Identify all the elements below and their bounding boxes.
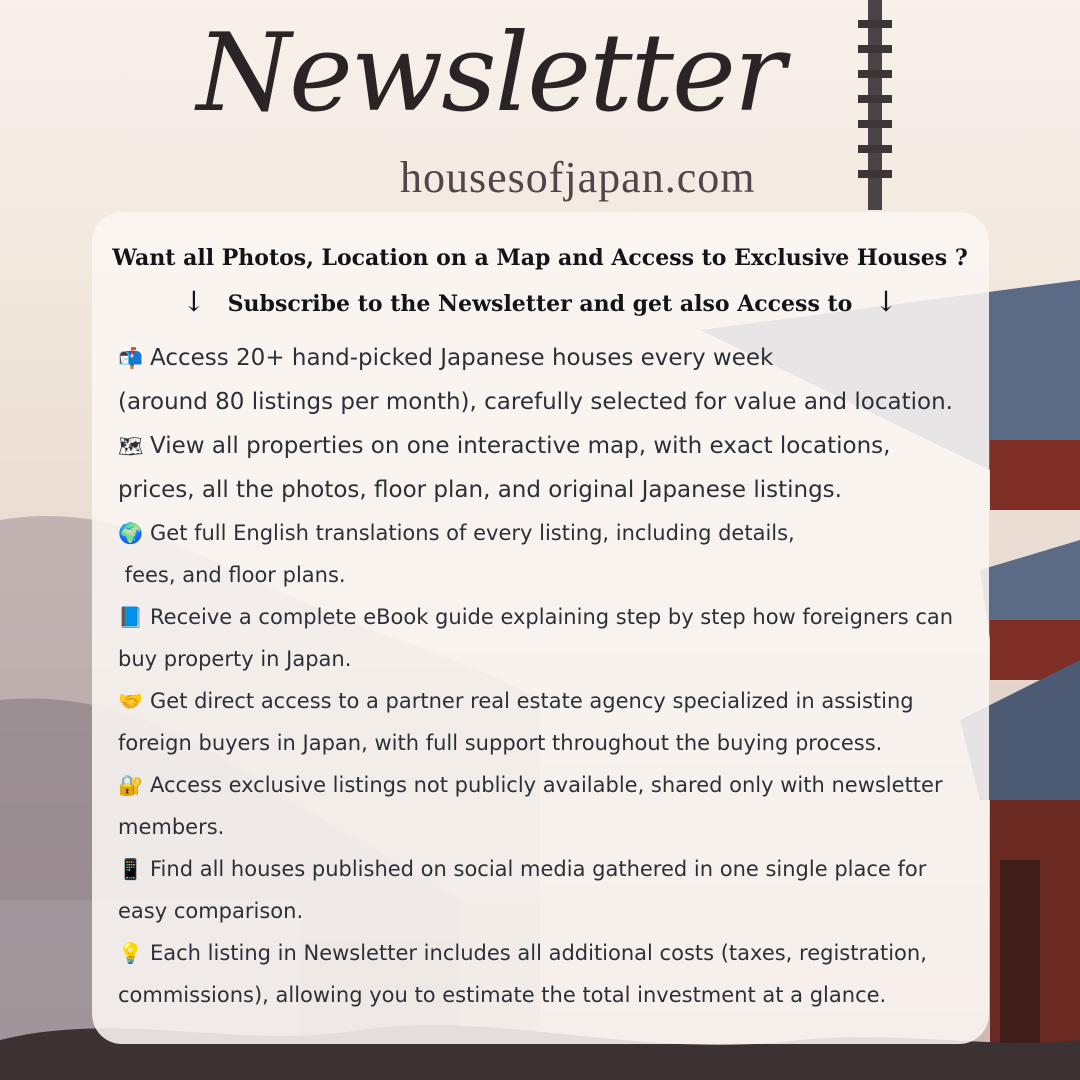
headline	[0, 236, 1080, 326]
newsletter-title: Newsletter	[196, 11, 784, 136]
list-item: 📬 Access 20+ hand-picked Japanese houses every week (around 80 listings per month), carefully selected for value and location.	[118, 336, 968, 424]
list-item: 📱 Find all houses published on social media gathered in one single place for easy comparison.	[118, 848, 968, 932]
list-item: 📘 Receive a complete eBook guide explaining step by step how foreigners can buy property in Japan.	[118, 596, 968, 680]
benefits-list	[118, 336, 968, 1016]
lightbulb-icon: 💡	[118, 941, 143, 965]
list-item: 💡 Each listing in Newsletter includes all additional costs (taxes, registration, commissions), allowing you to estimate the total investment at a glance.	[118, 932, 968, 1016]
list-item: 🔐 Access exclusive listings not publicly available, shared only with newsletter members.	[118, 764, 968, 848]
list-item: 🗺 View all properties on one interactive map, with exact locations, prices, all the photos, floor plan, and original Japanese listings.	[118, 424, 968, 512]
phone-icon: 📱	[118, 857, 143, 881]
arrow-down-icon: ↓	[182, 285, 206, 318]
globe-icon: 🌍	[118, 521, 143, 545]
list-item: 🤝 Get direct access to a partner real estate agency specialized in assisting foreign buyers in Japan, with full support throughout the buying process.	[118, 680, 968, 764]
site-url: housesofjapan.com	[400, 153, 756, 202]
arrow-down-icon: ↓	[874, 285, 898, 318]
list-item: 🌍 Get full English translations of every listing, including details, fees, and floor plans.	[118, 512, 968, 596]
headline-line-2	[0, 280, 1080, 326]
headline-line-1: Want all Photos, Location on a Map and Access to Exclusive Houses ?	[112, 245, 968, 271]
lock-key-icon: 🔐	[118, 773, 143, 797]
subscribe-text: Subscribe to the Newsletter and get also Access to	[227, 291, 853, 317]
mailbox-icon: 📬	[118, 346, 143, 370]
map-icon: 🗺	[118, 434, 144, 458]
book-icon: 📘	[118, 605, 143, 629]
handshake-icon: 🤝	[118, 689, 143, 713]
